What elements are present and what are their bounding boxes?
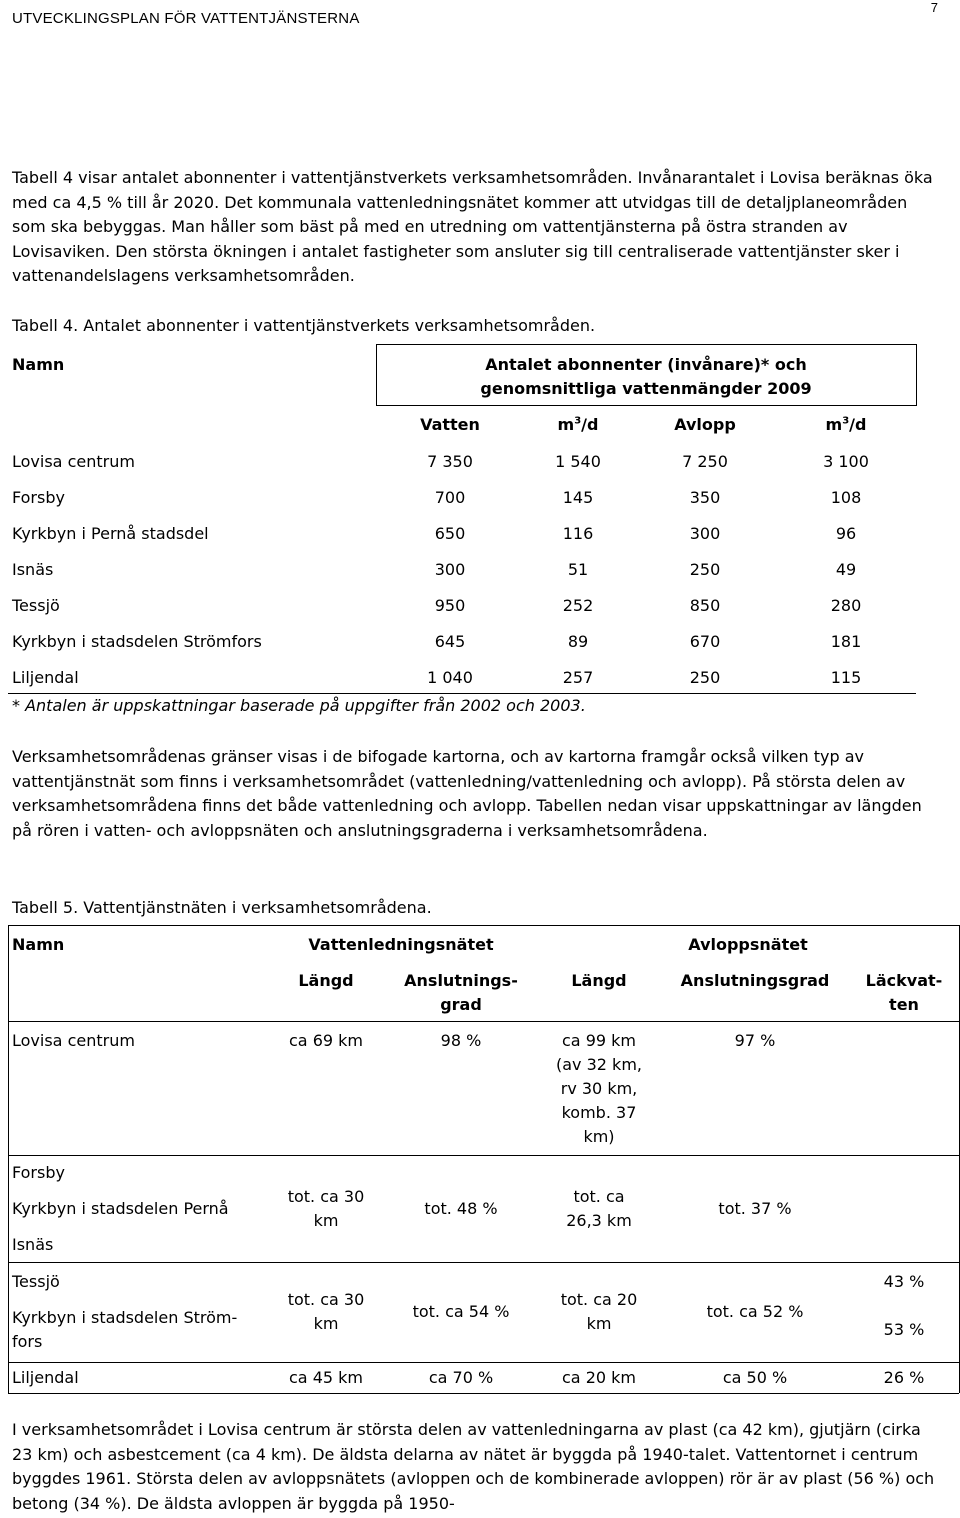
header-line: grad <box>440 995 482 1014</box>
row-name <box>12 1306 237 1354</box>
cell-vatten: 950 <box>434 596 466 615</box>
row-name: Forsby <box>12 1163 65 1182</box>
cell-lackvatten: 53 % <box>883 1320 925 1339</box>
table-rule <box>376 344 916 345</box>
table-rule <box>8 693 916 694</box>
body-paragraph: Verksamhetsområdenas gränser visas i de bifogade kartorna, och av kartorna framgår också vilken typ av vattentjänstnät som finns i verksamhetsområdet (vattenledning/vattenledning och avlopp). På största delen av verksamhetsområdena finns det både vattenledning och avlopp. Tabellen nedan visar uppskattningar av längden på rören i vatten- och avloppsnäten och anslutningsgraderna i verksamhetsområdena. <box>12 747 922 840</box>
cell-v-ansl: tot. 48 % <box>424 1199 498 1218</box>
table-rule <box>376 405 916 406</box>
table4-caption: Tabell 4. Antalet abonnenter i vattentjänstverkets verksamhetsområden. <box>12 316 596 335</box>
table4-header-namn: Namn <box>12 355 65 374</box>
table5-col-langd: Längd <box>298 971 354 990</box>
cell-line: (av 32 km, <box>556 1055 642 1074</box>
cell-line: fors <box>12 1332 43 1351</box>
cell-line: km <box>313 1211 339 1230</box>
cell-line: km) <box>583 1127 615 1146</box>
cell-vatten-m3d: 89 <box>567 632 589 651</box>
row-name: Kyrkbyn i Pernå stadsdel <box>12 524 209 543</box>
table-rule <box>8 925 9 1393</box>
table4-col-m3d: $m^3/d$ <box>557 415 599 434</box>
cell-line: km <box>586 1314 612 1333</box>
table4-col-avlopp: Avlopp <box>674 415 736 434</box>
page-number: 7 <box>930 0 938 15</box>
cell-lackvatten: 26 % <box>883 1368 925 1387</box>
body-paragraph: I verksamhetsområdet i Lovisa centrum är största delen av vattenledningarna av plast (ca 42 km), gjutjärn (cirka 23 km) och asbestcement (ca 4 km). De äldsta delarna av nätet är byggda på 1940-talet. Vattentornet i centrum byggdes 1961. Största delen av avloppsnätets (avloppen och de kombinerade avloppen) rör är av plast (56 %) och betong (34 %). De äldsta avloppen är byggda på 1950- <box>12 1420 935 1513</box>
cell-avlopp: 250 <box>689 668 721 687</box>
table-rule <box>916 344 917 406</box>
table4-group-header: Antalet abonnenter (invånare)* och <box>485 355 807 374</box>
header-line: Anslutnings- <box>404 971 518 990</box>
table5-header-namn: Namn <box>12 935 65 954</box>
cell-v-langd: ca 69 km <box>289 1031 363 1050</box>
cell-avlopp-m3d: 49 <box>835 560 857 579</box>
header-line: Läckvat- <box>865 971 943 990</box>
cell-lackvatten: 43 % <box>883 1272 925 1291</box>
row-name: Lovisa centrum <box>12 1031 135 1050</box>
table4-col-m3d: $m^3/d$ <box>825 415 867 434</box>
cell-vatten: 700 <box>434 488 466 507</box>
cell-line: ca 99 km <box>562 1031 636 1050</box>
table5-col-anslutningsgrad <box>386 969 536 1017</box>
page-header: UTVECKLINGSPLAN FÖR VATTENTJÄNSTERNA <box>12 10 360 27</box>
cell-vatten: 650 <box>434 524 466 543</box>
cell-line: tot. ca 30 <box>287 1290 365 1309</box>
row-name: Tessjö <box>12 596 60 615</box>
row-name: Isnäs <box>12 1235 54 1254</box>
cell-v-langd <box>266 1185 386 1233</box>
cell-a-langd <box>536 1029 662 1149</box>
table4-group-header: genomsnittliga vattenmängder 2009 <box>480 379 812 398</box>
table5-col-anslutningsgrad: Anslutningsgrad <box>680 971 830 990</box>
cell-avlopp-m3d: 108 <box>830 488 862 507</box>
header-line: ten <box>889 995 919 1014</box>
cell-line: tot. ca 20 <box>560 1290 638 1309</box>
cell-vatten-m3d: 252 <box>562 596 594 615</box>
cell-v-langd <box>266 1288 386 1336</box>
intro-paragraph: Tabell 4 visar antalet abonnenter i vattentjänstverkets verksamhetsområden. Invånarantalet i Lovisa beräknas öka med ca 4,5 % till år 2020. Det kommunala vattenledningsnätet kommer att utvidgas till de detaljplaneområden som ska bebyggas. Man håller som bäst på med en utredning om vattentjänsterna på östra stranden av Lovisaviken. Den största ökningen i antalet fastigheter som ansluter sig till centraliserade vattentjänster sker i vattenandelslagens verksamhetsområden. <box>12 168 933 285</box>
cell-avlopp: 350 <box>689 488 721 507</box>
row-name: Tessjö <box>12 1272 60 1291</box>
cell-vatten: 7 350 <box>427 452 473 471</box>
table-rule <box>8 1362 959 1363</box>
table4-col-vatten: Vatten <box>420 415 480 434</box>
cell-line: 26,3 km <box>566 1211 632 1230</box>
cell-vatten-m3d: 257 <box>562 668 594 687</box>
cell-a-ansl: tot. ca 52 % <box>706 1302 804 1321</box>
cell-v-langd: ca 45 km <box>289 1368 363 1387</box>
table-rule <box>8 1021 959 1022</box>
row-name: Liljendal <box>12 668 79 687</box>
table5-header-vattenledningsnatet: Vattenledningsnätet <box>308 935 494 954</box>
row-name: Kyrkbyn i stadsdelen Pernå <box>12 1199 229 1218</box>
cell-vatten-m3d: 145 <box>562 488 594 507</box>
cell-v-ansl: tot. ca 54 % <box>412 1302 510 1321</box>
row-name: Kyrkbyn i stadsdelen Strömfors <box>12 632 262 651</box>
cell-a-ansl: ca 50 % <box>722 1368 788 1387</box>
cell-vatten-m3d: 51 <box>567 560 589 579</box>
cell-a-langd: ca 20 km <box>562 1368 636 1387</box>
cell-line: tot. ca <box>573 1187 625 1206</box>
row-name: Forsby <box>12 488 65 507</box>
cell-line: rv 30 km, <box>560 1079 638 1098</box>
cell-avlopp: 670 <box>689 632 721 651</box>
cell-vatten-m3d: 116 <box>562 524 594 543</box>
table5-col-langd: Längd <box>571 971 627 990</box>
row-name: Isnäs <box>12 560 54 579</box>
row-name: Lovisa centrum <box>12 452 135 471</box>
cell-vatten: 300 <box>434 560 466 579</box>
table-rule <box>8 925 959 926</box>
table4-footnote: * Antalen är uppskattningar baserade på uppgifter från 2002 och 2003. <box>12 696 586 715</box>
table5-header-avloppsnatet: Avloppsnätet <box>688 935 808 954</box>
row-name: Liljendal <box>12 1368 79 1387</box>
cell-a-langd <box>536 1185 662 1233</box>
cell-a-ansl: tot. 37 % <box>718 1199 792 1218</box>
cell-a-ansl: 97 % <box>734 1031 776 1050</box>
cell-avlopp: 7 250 <box>682 452 728 471</box>
cell-line: komb. 37 <box>561 1103 637 1122</box>
cell-avlopp-m3d: 115 <box>830 668 862 687</box>
cell-avlopp: 300 <box>689 524 721 543</box>
cell-avlopp-m3d: 3 100 <box>823 452 869 471</box>
table5-caption: Tabell 5. Vattentjänstnäten i verksamhetsområdena. <box>12 898 432 917</box>
cell-line: tot. ca 30 <box>287 1187 365 1206</box>
cell-avlopp-m3d: 280 <box>830 596 862 615</box>
cell-vatten: 1 040 <box>427 668 473 687</box>
table5-col-lackvatten <box>848 969 960 1017</box>
cell-avlopp-m3d: 96 <box>835 524 857 543</box>
cell-vatten: 645 <box>434 632 466 651</box>
cell-v-ansl: ca 70 % <box>428 1368 494 1387</box>
cell-vatten-m3d: 1 540 <box>555 452 601 471</box>
cell-avlopp-m3d: 181 <box>830 632 862 651</box>
cell-line: km <box>313 1314 339 1333</box>
cell-line: Kyrkbyn i stadsdelen Ström- <box>12 1308 238 1327</box>
table-rule <box>8 1155 959 1156</box>
cell-avlopp: 250 <box>689 560 721 579</box>
cell-avlopp: 850 <box>689 596 721 615</box>
cell-v-ansl: 98 % <box>440 1031 482 1050</box>
cell-a-langd <box>536 1288 662 1336</box>
table-rule <box>8 1393 959 1394</box>
table-rule <box>8 1262 959 1263</box>
